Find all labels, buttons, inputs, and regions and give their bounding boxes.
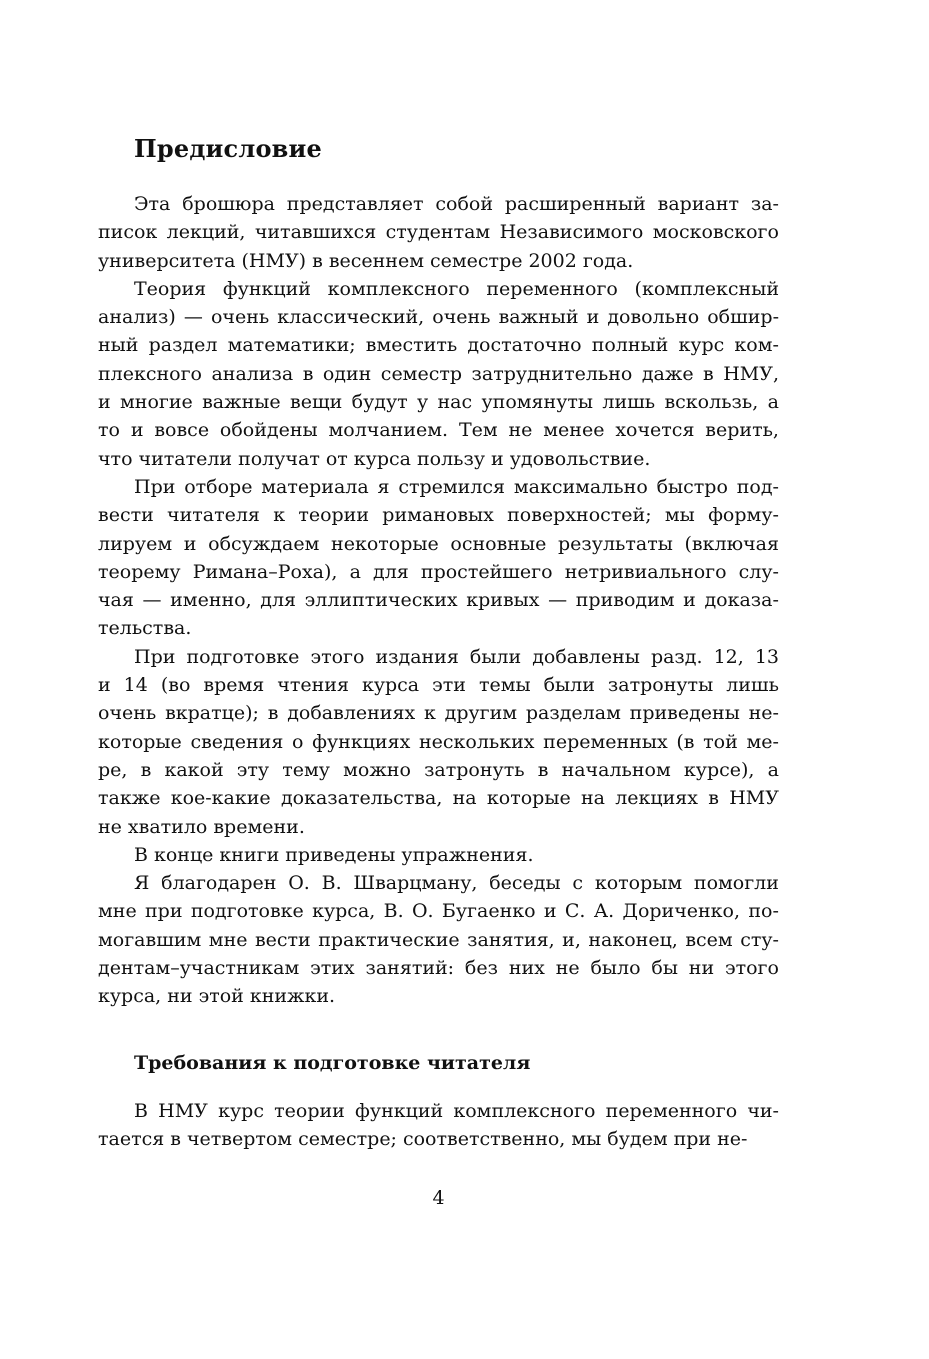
paragraph (98, 1097, 779, 1154)
text-line: и многие важные вещи будут у нас упомянуты лишь вскользь, а (98, 391, 779, 414)
text-line: В НМУ курс теории функций комплексного переменного чи- (134, 1100, 779, 1122)
text-line: плексного анализа в один семестр затруднительно даже в НМУ, (98, 362, 779, 385)
text-line: ный раздел математики; вместить достаточно полный курс ком- (98, 334, 779, 357)
text-line: теорему Римана–Роха), а для простейшего нетривиального слу- (98, 560, 779, 583)
text-line: которые сведения о функциях нескольких переменных (в той ме- (98, 730, 779, 753)
text-line: то и вовсе обойдены молчанием. Тем не менее хочется верить, (98, 419, 779, 442)
text-line: Я благодарен О. В. Шварцману, беседы с которым помогли (134, 872, 779, 895)
paragraph (98, 473, 779, 643)
text-line: очень вкратце); в добавлениях к другим разделам приведены не- (98, 702, 779, 725)
paragraph (98, 190, 779, 275)
subsection-title: Требования к подготовке читателя (134, 1052, 531, 1074)
text-line: вести читателя к теории римановых поверхностей; мы форму- (98, 504, 779, 527)
text-line: писок лекций, читавшихся студентам Независимого московского (98, 221, 779, 244)
preface-body (98, 190, 779, 1011)
text-line: не хватило времени. (98, 815, 305, 838)
text-line: тельства. (98, 617, 192, 640)
document-page (98, 0, 779, 1359)
page-title: Предисловие (134, 134, 323, 163)
text-line: чая — именно, для эллиптических кривых — приводим и доказа- (98, 589, 779, 612)
text-line: Теория функций комплексного переменного (комплексный (134, 277, 779, 300)
text-line: курса, ни этой книжки. (98, 985, 336, 1008)
text-line: При отборе материала я стремился максимально быстро под- (134, 475, 779, 498)
subsection-body (98, 1097, 779, 1154)
paragraph (98, 841, 779, 869)
text-line: лируем и обсуждаем некоторые основные результаты (включая (98, 532, 779, 555)
paragraph (98, 275, 779, 473)
paragraph (98, 643, 779, 841)
text-line: Эта брошюра представляет собой расширенный вариант за- (134, 193, 779, 215)
text-line: могавшим мне вести практические занятия, и, наконец, всем сту- (98, 928, 779, 951)
text-line: анализ) — очень классический, очень важный и довольно обшир- (98, 306, 779, 329)
text-line: дентам–участникам этих занятий: без них не было бы ни этого (98, 957, 779, 980)
text-line: При подготовке этого издания были добавлены разд. 12, 13 (134, 645, 779, 668)
text-line: также кое-какие доказательства, на которые на лекциях в НМУ (98, 787, 779, 810)
text-line: университета (НМУ) в весеннем семестре 2002 года. (98, 249, 634, 272)
paragraph (98, 869, 779, 1010)
text-line: В конце книги приведены упражнения. (134, 843, 534, 866)
text-line: тается в четвертом семестре; соответственно, мы будем при не- (98, 1128, 748, 1151)
page-number: 4 (432, 1187, 445, 1209)
text-line: ре, в какой эту тему можно затронуть в начальном курсе), а (98, 758, 779, 781)
text-line: что читатели получат от курса пользу и удовольствие. (98, 447, 651, 470)
text-line: и 14 (во время чтения курса эти темы были затронуты лишь (98, 674, 779, 697)
text-line: мне при подготовке курса, В. О. Бугаенко и С. А. Дориченко, по- (98, 900, 779, 923)
